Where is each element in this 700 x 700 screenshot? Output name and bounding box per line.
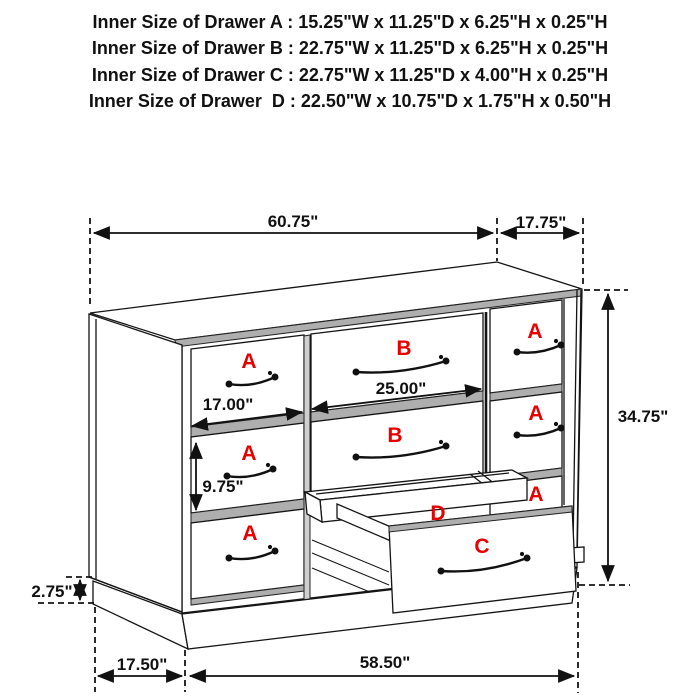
dim-height: 34.75" bbox=[617, 407, 669, 426]
dim-base-depth: 17.50" bbox=[116, 655, 168, 674]
dim-b-width: 25.00" bbox=[375, 379, 427, 398]
label-drawer-a-right-3: A bbox=[528, 483, 544, 506]
label-drawer-a-left-3: A bbox=[242, 522, 258, 545]
label-drawer-c: C bbox=[474, 535, 490, 558]
label-drawer-a-left-2: A bbox=[241, 442, 257, 465]
drawer-spec-header bbox=[0, 9, 700, 115]
label-drawer-b-1: B bbox=[396, 337, 412, 360]
partition-left-mid bbox=[304, 335, 310, 602]
spec-line-drawer-b: Inner Size of Drawer B : 22.75"W x 11.25"D x 6.25"H x 0.25"H bbox=[91, 38, 609, 59]
spec-line-drawer-d: Inner Size of Drawer D : 22.50"W x 10.75"D x 1.75"H x 0.50"H bbox=[88, 91, 612, 112]
dim-plinth-height: 2.75" bbox=[31, 582, 73, 601]
drawer-a-right-1 bbox=[490, 300, 562, 393]
label-drawer-a-right-2: A bbox=[528, 402, 544, 425]
dim-depth-top: 17.75" bbox=[515, 213, 567, 232]
left-drawer-column bbox=[191, 335, 310, 605]
dim-a-width: 17.00" bbox=[202, 395, 254, 414]
label-drawer-a-left-1: A bbox=[241, 350, 257, 373]
cabinet-left-panel bbox=[89, 314, 182, 612]
label-tray-d: D bbox=[430, 502, 446, 525]
label-drawer-a-right-1: A bbox=[527, 320, 543, 343]
drawer-a-left-2 bbox=[191, 423, 304, 513]
dim-front-height: 9.75" bbox=[202, 477, 244, 496]
dim-width-top: 60.75" bbox=[267, 212, 319, 231]
label-drawer-b-2: B bbox=[387, 424, 403, 447]
spec-line-drawer-a: Inner Size of Drawer A : 15.25"W x 11.25"D x 6.25"H x 0.25"H bbox=[92, 12, 608, 32]
spec-line-drawer-c: Inner Size of Drawer C : 22.75"W x 11.25"D x 4.00"H x 0.25"H bbox=[91, 64, 609, 85]
dim-base-width: 58.50" bbox=[359, 653, 411, 672]
